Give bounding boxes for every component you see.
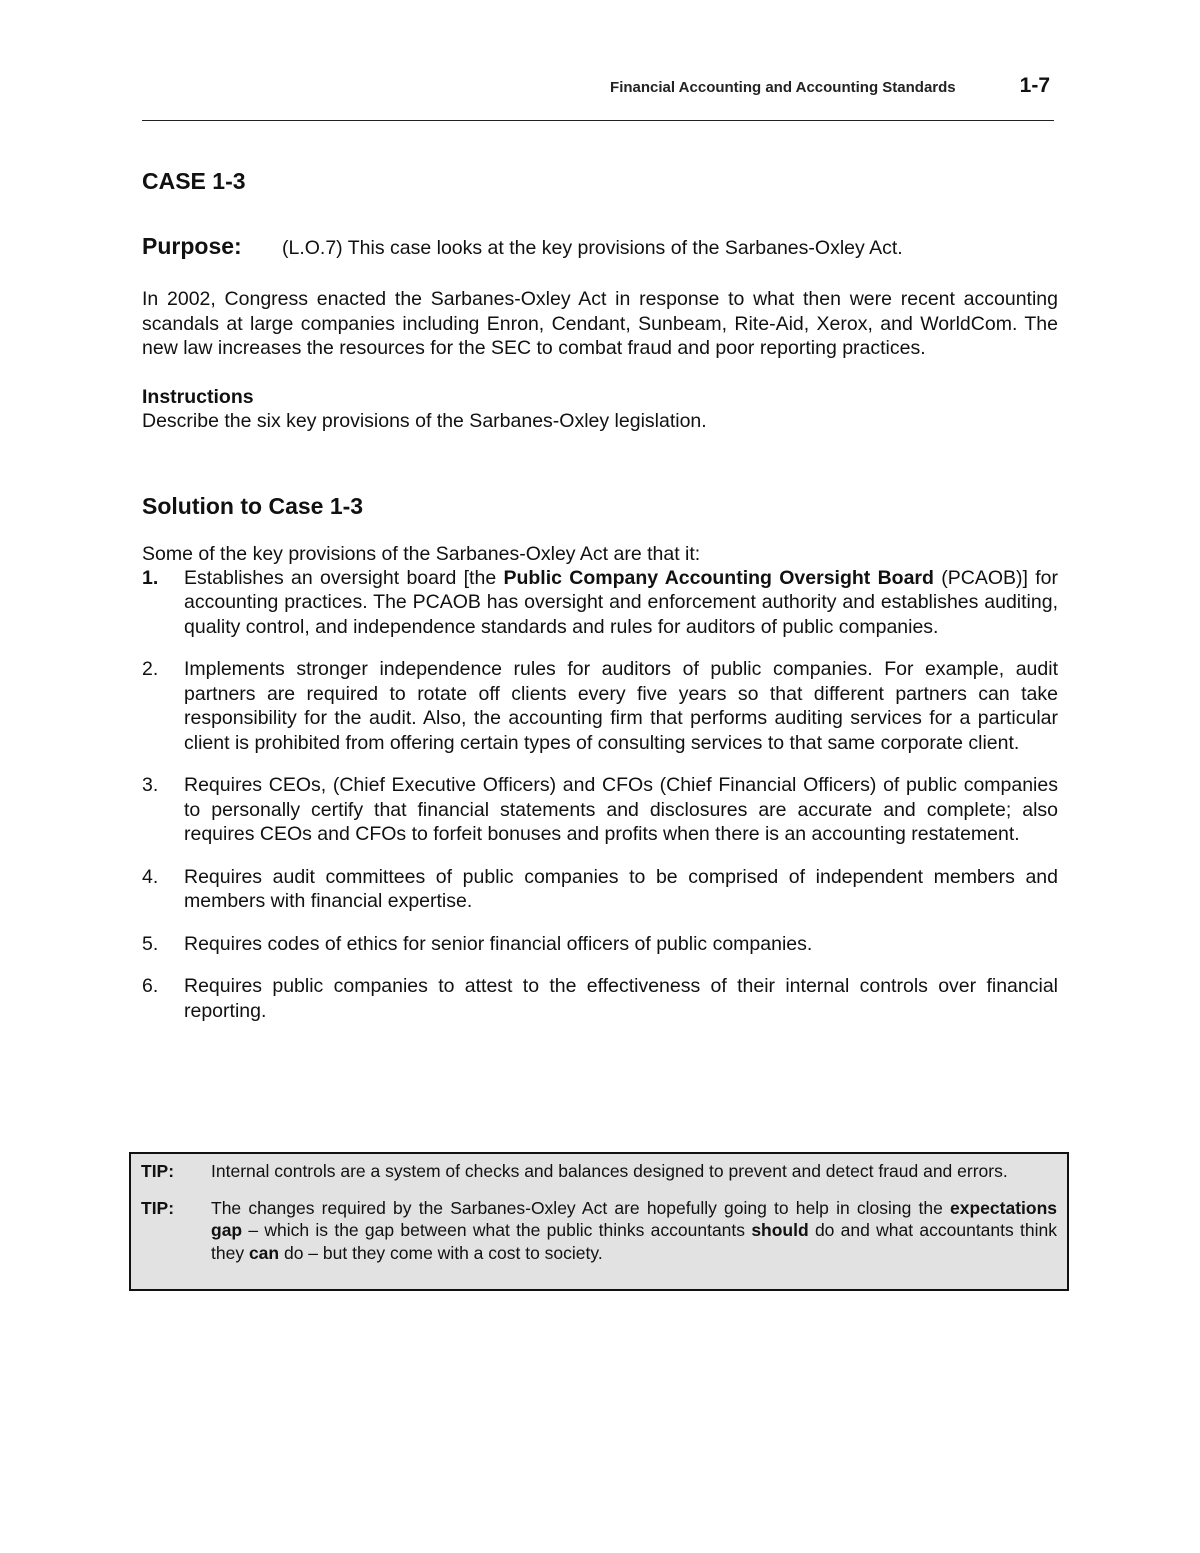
case-title: CASE 1-3 bbox=[142, 168, 246, 194]
item-number: 3. bbox=[142, 774, 159, 796]
tip-1 bbox=[141, 1160, 1057, 1183]
tip-text-part: The changes required by the Sarbanes-Oxley Act are hopefully going to help in closing the bbox=[211, 1197, 951, 1218]
provision-item-4 bbox=[142, 865, 1058, 914]
tip-text bbox=[211, 1197, 1057, 1265]
item-text-post: (PCAOB)] for accounting practices. The PCAOB has oversight and enforcement authority and establishes auditing, quality control, and independence standards and rules for auditors of public companies. bbox=[184, 566, 1058, 638]
tip-text-bold: can bbox=[248, 1242, 280, 1263]
page-number: 1-7 bbox=[1019, 74, 1050, 97]
tip-label: TIP: bbox=[141, 1161, 175, 1181]
item-text: Requires audit committees of public companies to be comprised of independent members and members with financial expertise. bbox=[184, 865, 1058, 912]
item-text bbox=[184, 566, 1058, 640]
tip-box bbox=[129, 1152, 1069, 1291]
page-body bbox=[142, 168, 1058, 1041]
case-paragraph: In 2002, Congress enacted the Sarbanes-Oxley Act in response to what then were recent accounting scandals at large companies including Enron, Cendant, Sunbeam, Rite-Aid, Xerox, and WorldCom. The new law increases the resources for the SEC to combat fraud and poor reporting practices. bbox=[142, 288, 1058, 359]
header-title: Financial Accounting and Accounting Standards bbox=[610, 79, 956, 96]
instructions-heading: Instructions bbox=[142, 385, 254, 408]
tip-text-part: – which is the gap between what the public thinks accountants bbox=[242, 1220, 752, 1240]
item-number: 5. bbox=[142, 932, 159, 955]
item-text: Requires codes of ethics for senior financial officers of public companies. bbox=[184, 932, 813, 955]
tip-2 bbox=[141, 1197, 1057, 1265]
item-number: 4. bbox=[142, 865, 159, 888]
tip-text-bold: expectations gap bbox=[211, 1197, 1057, 1240]
solution-title: Solution to Case 1-3 bbox=[142, 492, 364, 519]
item-number: 6. bbox=[142, 975, 159, 997]
solution-intro: Some of the key provisions of the Sarbanes-Oxley Act are that it: bbox=[142, 542, 701, 565]
provision-item-5 bbox=[142, 932, 1058, 957]
item-text-pre: Establishes an oversight board [the bbox=[184, 566, 504, 589]
tip-label: TIP: bbox=[141, 1197, 175, 1218]
item-number: 2. bbox=[142, 658, 159, 680]
purpose-label: Purpose: bbox=[142, 233, 242, 259]
tip-text-bold: should bbox=[751, 1220, 809, 1240]
purpose-row bbox=[142, 233, 1058, 260]
item-text-bold: Public Company Accounting Oversight Board bbox=[503, 566, 934, 589]
provision-item-6 bbox=[142, 974, 1058, 1023]
purpose-text: (L.O.7) This case looks at the key provisions of the Sarbanes-Oxley Act. bbox=[282, 237, 903, 259]
instructions-text: Describe the six key provisions of the Sarbanes-Oxley legislation. bbox=[142, 409, 707, 432]
tip-text-part: do and what accountants think they bbox=[211, 1220, 1058, 1263]
tip-text: Internal controls are a system of checks and balances designed to prevent and detect fraud and errors. bbox=[211, 1161, 1008, 1181]
tip-text-part: do – but they come with a cost to society. bbox=[279, 1242, 603, 1263]
provision-item-2 bbox=[142, 657, 1058, 755]
item-text: Implements stronger independence rules for auditors of public companies. For example, audit partners are required to rotate off clients every five years so that different partners can take responsibility for the audit. Also, the accounting firm that performs auditing services for a particular client is prohibited from offering certain types of consulting services to that same corporate client. bbox=[184, 658, 1058, 754]
item-text: Requires public companies to attest to the effectiveness of their internal controls over financial reporting. bbox=[184, 975, 1058, 1022]
provision-item-3 bbox=[142, 773, 1058, 847]
header-divider bbox=[142, 120, 1054, 121]
item-text: Requires CEOs, (Chief Executive Officers) and CFOs (Chief Financial Officers) of public companies to personally certify that financial statements and disclosures are accurate and complete; also requires CEOs and CFOs to forfeit bonuses and profits when there is an accounting restatement. bbox=[184, 774, 1058, 845]
page-header bbox=[142, 74, 1054, 98]
provision-item-1 bbox=[142, 566, 1058, 640]
item-number: 1. bbox=[142, 566, 159, 589]
